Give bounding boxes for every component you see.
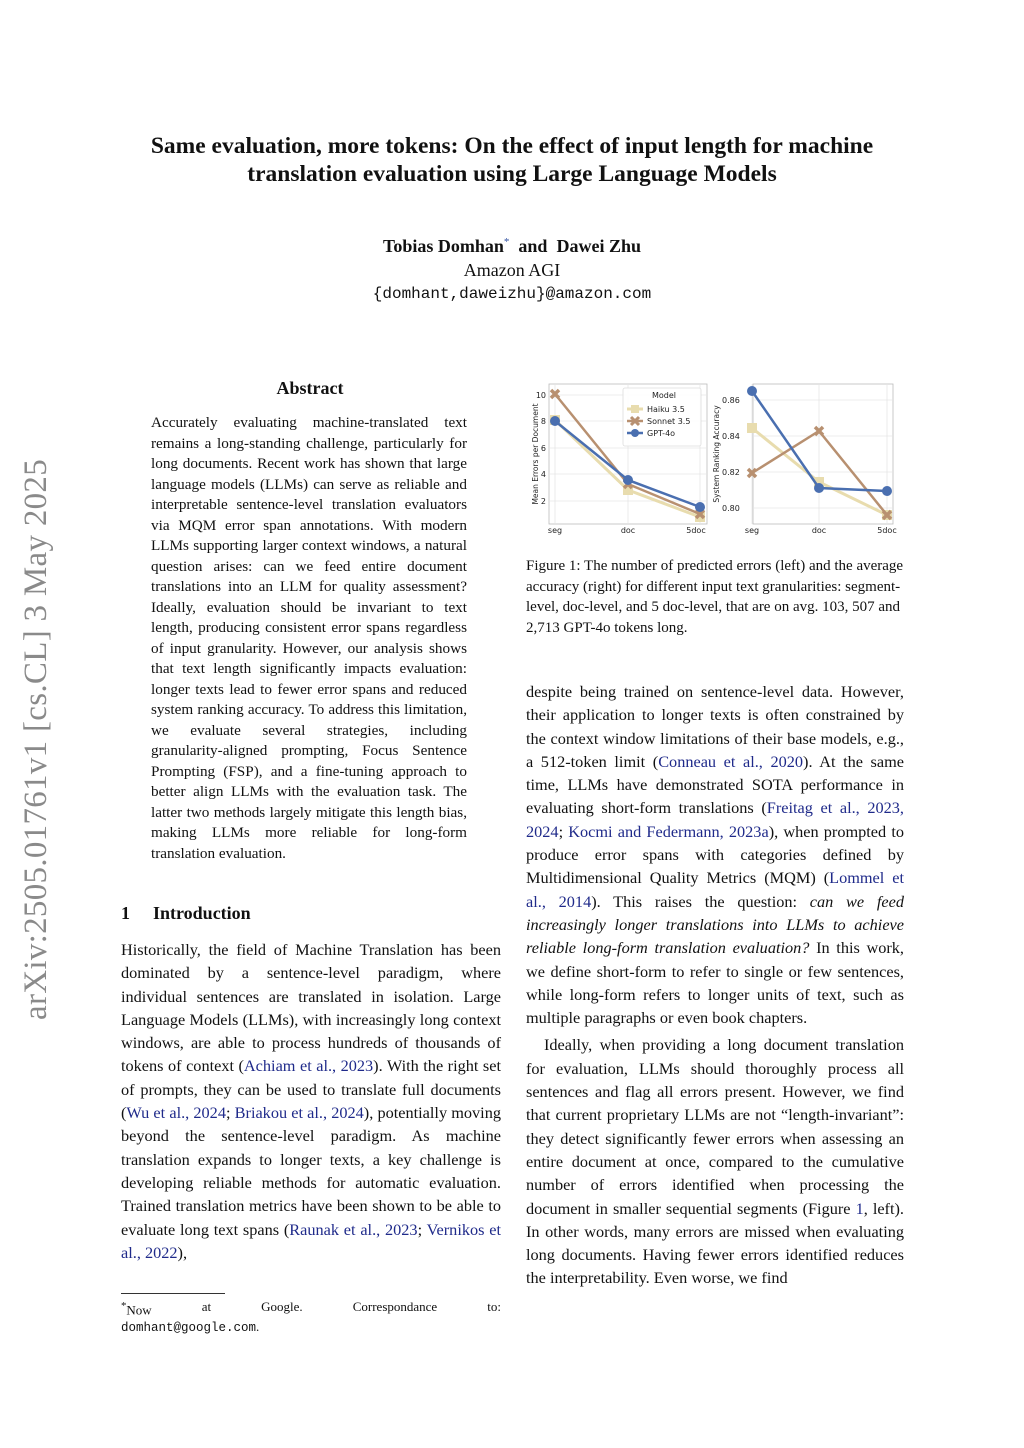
footnote-text: Correspondance bbox=[352, 1299, 438, 1314]
body-text: ), when prompted to produce error spans with categories defined by Multidimensional Quality Metrics (MQM) ( bbox=[526, 821, 904, 888]
figure-caption: Figure 1: The number of predicted errors (left) and the average accuracy (right) for different input text granularities: segment-level, doc-level, and 5 doc-level, that are on avg. 103, 507 and 2,713 GPT-4o tokens long. bbox=[526, 558, 904, 636]
author-block bbox=[0, 230, 1024, 306]
abstract-text: Accurately evaluating machine-translated text remains a long-standing challenge, particularly for long documents. Recent work has shown that large language models (LLMs) can serve as reliable and interpretable sentence-level translation evaluators via MQM error span annotations. With modern LLMs supporting larger context windows, a natural question arises: can we feed entire document translations into an LLM for quality assessment? Ideally, evaluation should be invariant to text length, producing consistent error spans regardless of input granularity. However, our analysis shows that text length significantly impacts evaluation: longer texts lead to fewer error spans and reduced system ranking accuracy. To address this limitation, we evaluate several strategies, including granularity-aligned prompting, Focus Sentence Prompting (FSP), and a fine-tuning approach to better align LLMs with the evaluation task. The latter two methods largely mitigate this length bias, making LLMs more reliable for long-form translation evaluation. bbox=[151, 414, 467, 862]
y-axis-label: System Ranking Accuracy bbox=[712, 405, 721, 503]
paragraph bbox=[526, 680, 904, 1029]
svg-text:0.84: 0.84 bbox=[722, 432, 740, 441]
figure-1 bbox=[526, 378, 906, 538]
body-text: despite being trained on sentence-level data. However, their application to longer texts is often constrained by the context window limitations of their base models, e.g., a 512-token limit ( bbox=[526, 682, 904, 771]
citation-link[interactable]: Lommel et al., 2014 bbox=[526, 868, 905, 911]
author-and: and bbox=[518, 236, 548, 256]
body-text: ). This raises the question: bbox=[591, 891, 810, 911]
citation-link[interactable]: Wu et al., 2024 bbox=[126, 1103, 226, 1123]
x-axis-ticks bbox=[548, 526, 706, 535]
author-1: Tobias Domhan bbox=[383, 236, 504, 256]
author-names bbox=[0, 230, 1024, 258]
body-text: ), bbox=[177, 1242, 188, 1262]
svg-text:0.80: 0.80 bbox=[722, 504, 740, 513]
body-text: In this work, we define short-form to refer to single or few sentences, while long-form refers to longer units of text, such as multiple paragraphs or even book chapters. bbox=[526, 938, 904, 1028]
svg-text:8: 8 bbox=[540, 417, 546, 426]
footnote-text: Google. bbox=[261, 1299, 303, 1314]
svg-text:4: 4 bbox=[540, 470, 546, 479]
svg-text:0.86: 0.86 bbox=[722, 396, 740, 405]
footnote-rule bbox=[121, 1293, 225, 1294]
citation-link[interactable]: Conneau et al., 2020 bbox=[658, 751, 804, 771]
intro-left-column bbox=[121, 938, 501, 1264]
body-text: ). At the same time, LLMs have demonstrated SOTA performance in evaluating short-form translations ( bbox=[526, 751, 905, 818]
section-heading-introduction bbox=[121, 903, 251, 924]
svg-text:seg: seg bbox=[547, 526, 563, 535]
footnote-email[interactable]: domhant@google.com bbox=[121, 1321, 257, 1336]
svg-text:6: 6 bbox=[540, 444, 546, 453]
figure-1-charts bbox=[526, 378, 906, 538]
citation-link[interactable]: Achiam et al., 2023 bbox=[243, 1056, 374, 1076]
footnote-mark: * bbox=[121, 1300, 127, 1312]
svg-text:seg: seg bbox=[744, 526, 760, 535]
body-text: ; bbox=[558, 821, 569, 841]
abstract-heading: Abstract bbox=[276, 378, 344, 398]
intro-right-column bbox=[526, 680, 904, 1290]
body-text: Historically, the field of Machine Translation has been dominated by a sentence-level paradigm, where individual sentences are translated in isolation. Large Language Models (LLMs), with increasingly long context windows, are able to process hundreds of thousands of tokens of context ( bbox=[121, 940, 501, 1076]
paper-title: Same evaluation, more tokens: On the effect of input length for machine translation evaluation using Large Language Models bbox=[150, 133, 874, 187]
svg-text:Haiku 3.5: Haiku 3.5 bbox=[647, 405, 685, 414]
svg-text:5doc: 5doc bbox=[686, 526, 706, 535]
author-emails: {domhant,daweizhu}@amazon.com bbox=[372, 285, 652, 303]
citation-link[interactable]: Freitag et al., 2023, 2024 bbox=[526, 798, 904, 841]
citation-link[interactable]: Raunak et al., 2023 bbox=[289, 1219, 418, 1239]
affiliation: Amazon AGI bbox=[463, 260, 561, 280]
y-axis-ticks bbox=[722, 396, 740, 513]
svg-text:2: 2 bbox=[540, 497, 546, 506]
body-text: ; bbox=[225, 1103, 235, 1123]
section-title: Introduction bbox=[153, 903, 251, 923]
footnote-text: . bbox=[256, 1319, 260, 1335]
footnote-text: at bbox=[201, 1299, 212, 1314]
svg-text:10: 10 bbox=[535, 391, 546, 400]
svg-text:Sonnet 3.5: Sonnet 3.5 bbox=[647, 417, 691, 426]
arxiv-stamp: arXiv:2505.01761v1 [cs.CL] 3 May 2025 bbox=[18, 458, 54, 1020]
citation-link[interactable]: Vernikos et al., 2022 bbox=[121, 1219, 501, 1262]
svg-text:GPT-4o: GPT-4o bbox=[647, 429, 676, 438]
y-axis-label: Mean Errors per Document bbox=[531, 403, 540, 505]
body-text: ; bbox=[417, 1219, 427, 1239]
chart-left-mean-errors bbox=[531, 384, 707, 535]
footnote bbox=[121, 1298, 501, 1337]
figure-ref-link[interactable]: 1 bbox=[855, 1198, 864, 1218]
paragraph bbox=[526, 1033, 904, 1289]
author-2: Dawei Zhu bbox=[556, 236, 641, 256]
body-text: ), potentially moving beyond the sentence-level paradigm. As machine translation expands to longer texts, a key challenge is developing reliable methods for automatic evaluation. Trained translation metrics have been shown to be able to evaluate long text spans ( bbox=[121, 1103, 501, 1239]
chart-legend bbox=[623, 388, 701, 446]
svg-text:doc: doc bbox=[620, 526, 636, 535]
research-question: can we feed increasingly longer translations into LLMs to achieve reliable long-form translation evaluation? bbox=[526, 891, 904, 958]
svg-text:0.82: 0.82 bbox=[722, 468, 740, 477]
section-number: 1 bbox=[121, 903, 130, 923]
svg-text:doc: doc bbox=[811, 526, 827, 535]
chart-right-ranking-accuracy bbox=[712, 384, 897, 535]
footnote-text: Now bbox=[126, 1302, 152, 1318]
x-axis-ticks bbox=[745, 526, 897, 535]
body-text: Ideally, when providing a long document translation for evaluation, LLMs should thoroughly process all sentences and flag all errors present. However, we find that current proprietary LLMs are not “length-invariant”: they detect significantly fewer errors when assessing an entire document at once, compared to the cumulative number of errors identified when processing the document in smaller sequential segments (Figure bbox=[526, 1035, 904, 1218]
citation-link[interactable]: Briakou et al., 2024 bbox=[234, 1103, 364, 1123]
body-text: ). With the right set of prompts, they can be used to translate full documents ( bbox=[121, 1056, 502, 1123]
body-text: , left). In other words, many errors are missed when evaluating long documents. Having fewer errors identified reduces the interpretability. Even worse, we find bbox=[526, 1198, 904, 1288]
svg-text:5doc: 5doc bbox=[877, 526, 897, 535]
citation-link[interactable]: Kocmi and Federmann, 2023a bbox=[568, 821, 769, 841]
svg-text:Model: Model bbox=[652, 391, 677, 400]
footnote-text: to: bbox=[487, 1299, 501, 1314]
author-footnote-mark[interactable]: * bbox=[503, 236, 510, 248]
